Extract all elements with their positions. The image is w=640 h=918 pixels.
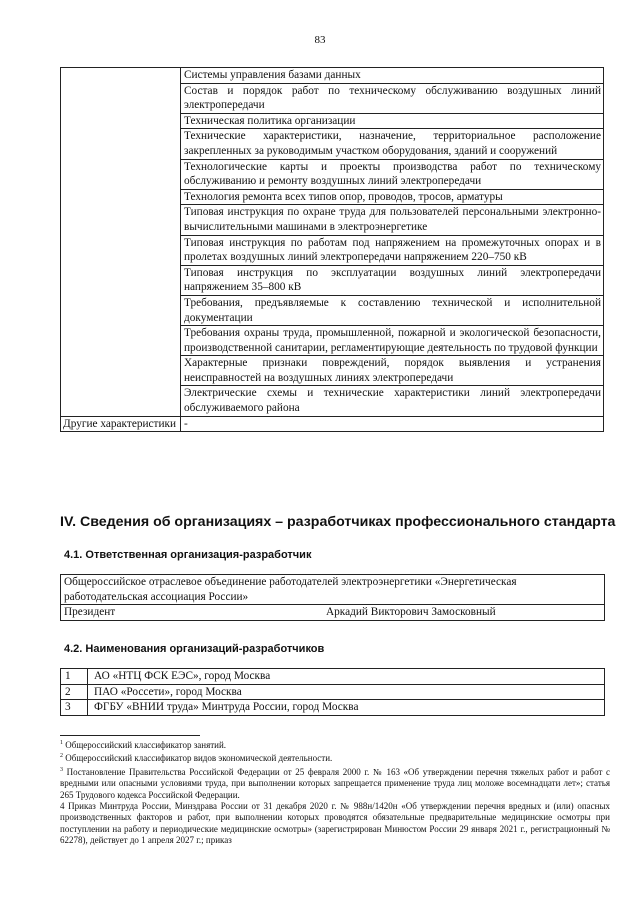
knowledge-item: Техническая политика организации [181, 113, 604, 129]
developer-row [61, 684, 605, 700]
knowledge-row [61, 68, 604, 84]
responsible-org-signatory-row [61, 605, 605, 621]
knowledge-label-cell [61, 68, 181, 417]
knowledge-item: Состав и порядок работ по техническому обслуживанию воздушных линий электропередачи [181, 83, 604, 113]
knowledge-item: Характерные признаки повреждений, порядок выявления и устранения неисправностей на воздушных линиях электропередачи [181, 356, 604, 386]
developer-number: 1 [61, 669, 88, 685]
footnote-text: Общероссийский классификатор видов экономической деятельности. [63, 753, 333, 764]
knowledge-item: Технология ремонта всех типов опор, проводов, тросов, арматуры [181, 189, 604, 205]
signatory-name: Аркадий Викторович Замосковный [326, 606, 496, 618]
section-title: IV. Сведения об организациях – разработчиках профессионального стандарта [60, 514, 616, 530]
knowledge-item: Типовая инструкция по работам под напряжением на промежуточных опорах и в пролетах воздушных линий электропередачи напряжением 220–750 кВ [181, 235, 604, 265]
developer-row [61, 700, 605, 716]
developers-heading: 4.2. Наименования организаций-разработчиков [64, 643, 325, 655]
other-characteristics-value: - [181, 416, 604, 432]
knowledge-item: Технические характеристики, назначение, территориальное расположение закрепленных за руководимым участком оборудования, зданий и сооружений [181, 129, 604, 159]
developer-number: 2 [61, 684, 88, 700]
developer-name: ПАО «Россети», город Москва [88, 684, 605, 700]
footnote-mark: 2 [60, 753, 63, 760]
footnote-mark: 3 [60, 766, 63, 773]
footnote [60, 738, 610, 751]
footnote-text: Общероссийский классификатор занятий. [63, 740, 227, 750]
page-number: 83 [314, 34, 326, 46]
footnote [60, 801, 610, 847]
footnote-mark: 1 [60, 740, 63, 746]
other-characteristics-row [61, 416, 604, 432]
knowledge-item: Требования, предъявляемые к составлению технической и исполнительной документации [181, 295, 604, 325]
knowledge-item: Системы управления базами данных [181, 68, 604, 84]
footnote [60, 765, 610, 801]
responsible-org-name: Общероссийское отраслевое объединение работодателей электроэнергетики «Энергетическая работодательская ассоциация России» [61, 575, 605, 605]
developer-name: АО «НТЦ ФСК ЕЭС», город Москва [88, 669, 605, 685]
footnote-text: 4 Приказ Минтруда России, Минздрава России от 31 декабря 2020 г. № 988н/1420н «Об утверждении перечня вредных и (или) опасных производственных факторов и работ, при выполнении которых проводятся обязательные предварительные медицинские осмотры при поступлении на работу и периодические медицинские осмотры» (зарегистрирован Минюстом России 29 января 2021 г., регистрационный № 62278), действует до 1 апреля 2027 г.; приказ [60, 801, 610, 846]
signatory-role: Президент [64, 606, 116, 618]
developer-row [61, 669, 605, 685]
knowledge-item: Типовая инструкция по эксплуатации воздушных линий электропередачи напряжением 35–800 кВ [181, 265, 604, 295]
knowledge-item: Типовая инструкция по охране труда для пользователей персональными электронно-вычислительными машинами в электроэнергетике [181, 205, 604, 235]
other-characteristics-label: Другие характеристики [61, 416, 181, 432]
footnote [60, 751, 610, 764]
footnote-divider [60, 735, 200, 736]
developer-name: ФГБУ «ВНИИ труда» Минтруда России, город Москва [88, 700, 605, 716]
developers-table [60, 668, 605, 716]
knowledge-table [60, 67, 604, 432]
developer-number: 3 [61, 700, 88, 716]
responsible-org-heading: 4.1. Ответственная организация-разработчик [64, 549, 312, 561]
knowledge-item: Требования охраны труда, промышленной, пожарной и экологической безопасности, производственной санитарии, регламентирующие деятельность по трудовой функции [181, 326, 604, 356]
footnote-text: Постановление Правительства Российской Федерации от 25 февраля 2000 г. № 163 «Об утверждении перечня тяжелых работ и работ с вредными или опасными условиями труда, при выполнении которых запрещается применение труда лиц моложе восемнадцати лет»; статья 265 Трудового кодекса Российской Федерации. [60, 766, 610, 800]
responsible-org-name-row [61, 575, 605, 605]
footnotes [60, 738, 610, 847]
responsible-org-table [60, 574, 605, 621]
knowledge-item: Электрические схемы и технические характеристики линий электропередачи обслуживаемого района [181, 386, 604, 416]
knowledge-item: Технологические карты и проекты производства работ по техническому обслуживанию и ремонту воздушных линий электропередачи [181, 159, 604, 189]
